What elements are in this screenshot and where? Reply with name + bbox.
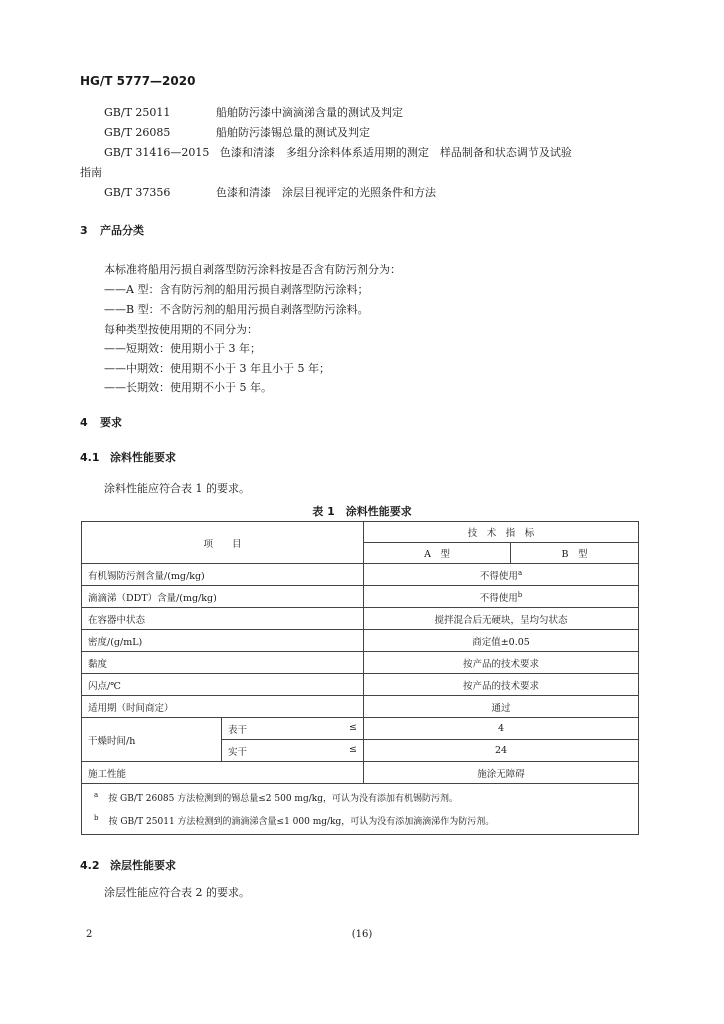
row-value: 不得使用$^b$ (364, 586, 639, 608)
row-value: 24 (364, 740, 639, 762)
reference-item (104, 144, 572, 160)
period-intro: 每种类型按使用期的不同分为： (104, 323, 258, 336)
period-item: ——长期效：使用期不小于 5 年。 (104, 381, 272, 394)
reference-item (104, 104, 403, 120)
row-item: 在容器中状态 (82, 608, 364, 630)
table-row (82, 586, 639, 608)
reference-title: 船舶防污漆中滴滴涕含量的测试及判定 (216, 106, 403, 119)
reference-title-continued: 指南 (80, 166, 102, 179)
reference-item (104, 124, 370, 140)
section-4-2-heading: 4.2 涂层性能要求 (80, 859, 176, 872)
period-item: ——短期效：使用期小于 3 年； (104, 342, 261, 355)
type-a-item: ——A 型：含有防污剂的船用污损自剥落型防污涂料； (104, 283, 369, 296)
row-item: 适用期（时间商定） (82, 696, 364, 718)
section-4-heading: 4 要求 (80, 416, 122, 429)
row-item: 黏度 (82, 652, 364, 674)
table-row (82, 674, 639, 696)
reference-code: GB/T 25011 (104, 106, 171, 119)
table-row (82, 718, 639, 740)
center-page-number: (16) (351, 929, 373, 940)
row-item: 滴滴涕（DDT）含量/(mg/kg) (82, 586, 364, 608)
reference-title: 色漆和清漆 多组分涂料体系适用期的测定 样品制备和状态调节及试验 (219, 146, 572, 159)
row-value: 4 (364, 718, 639, 740)
reference-code: GB/T 37356 (104, 186, 171, 199)
header-type-b: B 型 (511, 543, 639, 564)
table-1 (81, 521, 639, 835)
row-item: 有机锡防污剂含量/(mg/kg) (82, 564, 364, 586)
row-item: 干燥时间/h (82, 718, 222, 762)
section-4-2-body: 涂层性能应符合表 2 的要求。 (104, 886, 250, 899)
table-notes (82, 784, 639, 835)
table-row (82, 608, 639, 630)
header-spec: 技 术 指 标 (364, 522, 639, 543)
table-row (82, 630, 639, 652)
section-4-1-body: 涂料性能应符合表 1 的要求。 (104, 482, 250, 495)
notes-cell (82, 784, 639, 835)
table-row (82, 762, 639, 784)
row-item: 闪点/℃ (82, 674, 364, 696)
type-b-item: ——B 型：不含防污剂的船用污损自剥落型防污涂料。 (104, 303, 369, 316)
row-value: 不得使用$^a$ (364, 564, 639, 586)
reference-title: 船舶防污漆锡总量的测试及判定 (216, 126, 370, 139)
table-1-caption: 表 1 涂料性能要求 (312, 505, 412, 518)
row-value: 按产品的技术要求 (364, 652, 639, 674)
row-value: 按产品的技术要求 (364, 674, 639, 696)
dry-time-sub: 实干 ≤ (222, 740, 364, 762)
page-number: 2 (86, 929, 93, 940)
period-item: ——中期效：使用期不小于 3 年且小于 5 年； (104, 362, 330, 375)
table-row (82, 564, 639, 586)
row-value: 通过 (364, 696, 639, 718)
table-note: $^a$ 按 GB/T 26085 方法检测到的锡总量≤2 500 mg/kg，可认为没有添加有机锡防污剂。 (94, 791, 458, 804)
table-note: $^b$ 按 GB/T 25011 方法检测到的滴滴涕含量≤1 000 mg/kg，可认为没有添加滴滴涕作为防污剂。 (94, 814, 495, 827)
row-item: 密度/(g/mL) (82, 630, 364, 652)
reference-code: GB/T 26085 (104, 126, 171, 139)
row-item: 施工性能 (82, 762, 364, 784)
reference-item (104, 184, 436, 200)
header-type-a: A 型 (364, 543, 511, 564)
doc-code: HG/T 5777—2020 (80, 74, 196, 88)
reference-code: GB/T 31416—2015 (104, 146, 210, 159)
row-value: 施涂无障碍 (364, 762, 639, 784)
table-row (82, 696, 639, 718)
dry-time-sub: 表干 ≤ (222, 718, 364, 740)
reference-title: 色漆和清漆 涂层目视评定的光照条件和方法 (216, 186, 436, 199)
header-item: 项 目 (82, 522, 364, 564)
section-3-heading: 3 产品分类 (80, 224, 144, 237)
table-row (82, 652, 639, 674)
row-value: 搅拌混合后无硬块，呈均匀状态 (364, 608, 639, 630)
section-4-1-heading: 4.1 涂料性能要求 (80, 451, 176, 464)
section-3-intro: 本标准将船用污损自剥落型防污涂料按是否含有防污剂分为： (104, 263, 401, 276)
row-value: 商定值±0.05 (364, 630, 639, 652)
